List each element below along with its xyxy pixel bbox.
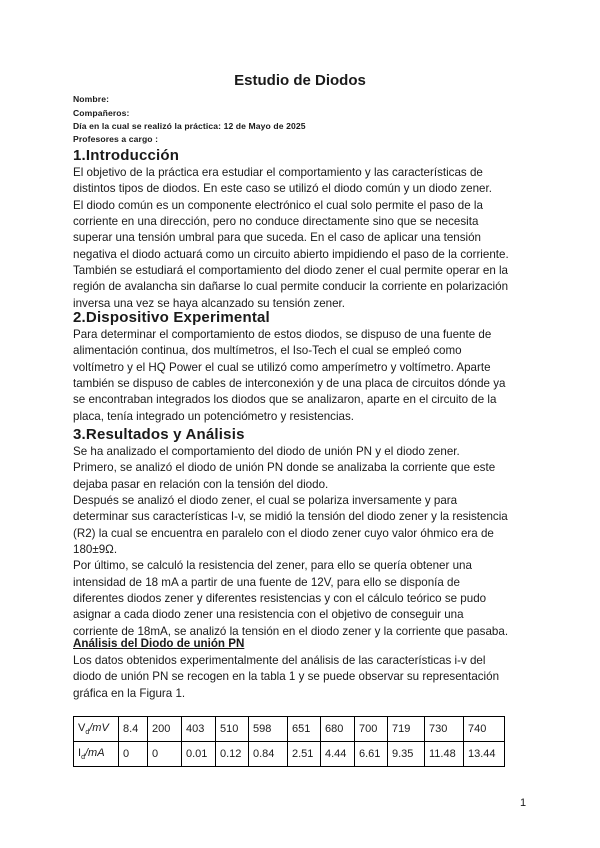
text-line: Para determinar el comportamiento de estos diodos, se dispuso de una fuente de <box>73 328 492 341</box>
table-cell: 8.4 <box>119 717 148 742</box>
text-line: Los datos obtenidos experimentalmente del análisis de las características i-v del <box>73 654 486 667</box>
text-line: región de avalancha sin dañarse lo cual permite conducir la corriente en polarización <box>73 280 509 294</box>
table-cell: 700 <box>355 717 388 742</box>
text-line: voltímetro y el HQ Power el cual se utilizó como amperímetro y voltímetro. Aparte <box>73 360 491 374</box>
pn-analysis-subheading: Análisis del Diodo de unión PN <box>73 637 245 650</box>
table-cell: 0 <box>148 742 182 767</box>
text-line: distintos tipos de diodos. En este caso se utilizó el diodo común y un diodo zener. <box>73 182 492 196</box>
table-cell: 0.12 <box>216 742 249 767</box>
section-3-body <box>73 444 543 640</box>
text-line: 180±9Ω. <box>73 543 118 557</box>
table-cell: 740 <box>464 717 505 742</box>
text-line: dejaba pasar en relación con la tensión del diodo. <box>73 477 329 491</box>
label-main: V <box>78 721 86 734</box>
text-line: Después se analizó el diodo zener, el cual se polariza inversamente y para <box>73 494 458 508</box>
text-line: Por último, se calculó la resistencia del zener, para ello se quería obtener una <box>73 559 472 573</box>
meta-profesores: Profesores a cargo : <box>73 134 159 144</box>
table-cell: 11.48 <box>425 742 464 767</box>
text-line: determinar sus características I-v, se midió la tensión del diodo zener y la resistencia <box>73 510 508 524</box>
text-line: diferentes diodos zener y diferentes resistencias y con el cálculo teórico se pudo <box>73 592 487 606</box>
text-line: superar una tensión umbral para que suceda. En el caso de aplicar una tensión <box>73 231 481 245</box>
text-line: También se estudiará el comportamiento del diodo zener el cual permite operar en la <box>73 264 509 278</box>
text-line: El objetivo de la práctica era estudiar el comportamiento y las características de <box>73 166 483 179</box>
section-3-heading: 3.Resultados y Análisis <box>73 426 245 443</box>
label-sub: d <box>85 729 90 737</box>
text-line: inversa una vez se haya alcanzado su tensión zener. <box>73 296 345 310</box>
section-1-heading: 1.Introducción <box>73 147 180 164</box>
table-cell: 6.61 <box>355 742 388 767</box>
table-cell: 651 <box>288 717 321 742</box>
text-line: (R2) la cual se encuentra en paralelo con el diodo zener cuyo valor óhmico era de <box>73 526 494 540</box>
row-label-voltage <box>74 717 119 742</box>
text-line: alimentación continua, dos multímetros, el Iso-Tech el cual se empleó como <box>73 344 462 358</box>
section-2-body <box>73 327 543 425</box>
page-number: 1 <box>520 797 527 809</box>
text-line: negativa el diodo actuará como un circuito abierto impidiendo el paso de la corriente. <box>73 247 509 261</box>
text-line: también se dispuso de cables de interconexión y de una placa de circuitos dónde ya <box>73 377 506 391</box>
text-line: corriente en una dirección, pero no conduce directamente sino que se necesita <box>73 215 479 229</box>
document-title: Estudio de Diodos <box>234 72 366 89</box>
table-cell: 200 <box>148 717 182 742</box>
meta-nombre: Nombre: <box>73 94 110 104</box>
meta-dia-label: Día en la cual se realizó la práctica: <box>73 121 222 131</box>
text-line: se encontraban integrados los diodos que se analizaron, aparte en el circuito de la <box>73 393 497 407</box>
section-1-body <box>73 165 543 312</box>
text-line: gráfica en la Figura 1. <box>73 686 186 700</box>
meta-companeros: Compañeros: <box>73 108 130 118</box>
table-cell: 719 <box>388 717 425 742</box>
table-cell: 680 <box>321 717 355 742</box>
table-cell: 403 <box>182 717 216 742</box>
text-line: Primero, se analizó el diodo de unión PN donde se analizaba la corriente que este <box>73 461 496 475</box>
text-line: intensidad de 18 mA a partir de una fuente de 12V, para ello se disponía de <box>73 575 460 589</box>
text-line: placa, tenía integrado un potenciómetro y resistencias. <box>73 409 354 423</box>
text-line: asignar a cada diodo zener una resistencia con el objetivo de conseguir una <box>73 608 464 622</box>
label-unit: /mA <box>84 746 105 759</box>
table-row-current <box>74 742 505 767</box>
meta-dia-value: 12 de Mayo de 2025 <box>223 121 306 131</box>
text-line: Se ha analizado el comportamiento del diodo de unión PN y el diodo zener. <box>73 445 460 458</box>
table-cell: 598 <box>249 717 288 742</box>
text-line: corriente de 18mA, se analizó la tensión en el diodo zener y la corriente que pasaba. <box>73 624 509 638</box>
section-2-heading: 2.Dispositivo Experimental <box>73 309 270 326</box>
table-cell: 13.44 <box>464 742 505 767</box>
table-cell: 9.35 <box>388 742 425 767</box>
text-line: El diodo común es un componente electrónico el cual solo permite el paso de la <box>73 198 483 212</box>
table-cell: 0.84 <box>249 742 288 767</box>
label-unit: /mV <box>89 721 109 734</box>
text-line: diodo de unión PN se recogen en la tabla 1 y se puede observar su representación <box>73 670 500 684</box>
table-cell: 0.01 <box>182 742 216 767</box>
pn-diode-data-table <box>73 716 505 767</box>
table-cell: 510 <box>216 717 249 742</box>
label-sub: d <box>81 754 85 762</box>
label-main: I <box>78 746 82 759</box>
table-cell: 2.51 <box>288 742 321 767</box>
row-label-current <box>74 742 119 767</box>
table-row-voltage <box>74 717 505 742</box>
table-cell: 4.44 <box>321 742 355 767</box>
meta-dia <box>73 121 306 131</box>
pn-analysis-body <box>73 653 543 702</box>
table-cell: 0 <box>119 742 148 767</box>
table-cell: 730 <box>425 717 464 742</box>
